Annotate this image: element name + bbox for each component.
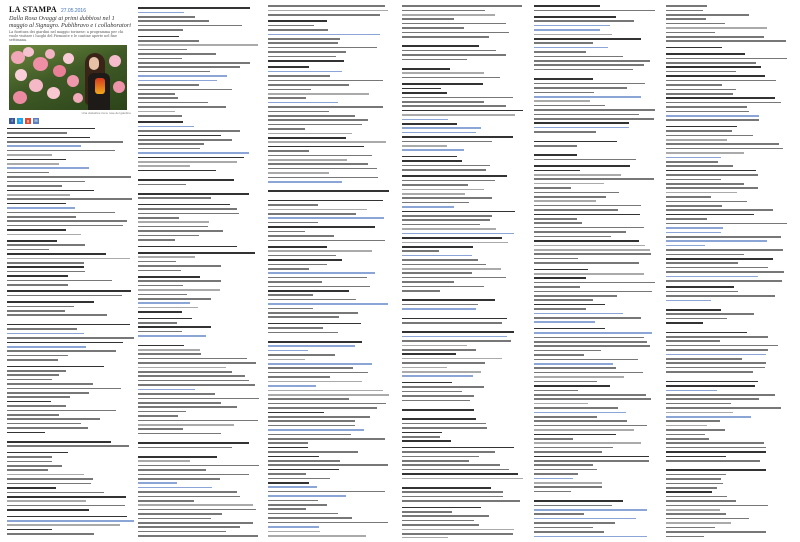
event-text-line [7, 232, 135, 236]
listing-column-5 [534, 4, 656, 538]
event-heading [402, 330, 524, 334]
section-spacer [534, 134, 656, 137]
section-spacer [402, 62, 524, 65]
section-spacer [666, 463, 788, 466]
event-text-line [268, 13, 390, 17]
event-link[interactable] [534, 320, 656, 324]
listing-column-6 [666, 4, 788, 538]
section-spacer [138, 187, 260, 190]
section-spacer [268, 194, 390, 197]
social-share-bar [9, 118, 135, 124]
article-subhead: La fioritura dei giardini nel maggio torinese: a programma per chi vuole visitare i luoghi del Piemonte e le cantine aperte nel fine settimana. [9, 30, 124, 43]
event-text-line [534, 261, 656, 265]
section-spacer [402, 412, 524, 415]
googleplus-icon[interactable]: g [26, 117, 30, 123]
event-text-line [138, 268, 260, 272]
event-text-line [7, 444, 135, 448]
article-column [7, 4, 135, 538]
event-text-line [138, 43, 260, 47]
event-heading [666, 46, 788, 50]
event-link[interactable] [402, 148, 524, 152]
event-text-line [666, 118, 788, 122]
event-text-line [7, 294, 135, 298]
event-text-line [666, 534, 788, 538]
photo-caption: Una visitatrice tra le rose del giardino [81, 110, 131, 115]
section-spacer [402, 403, 524, 406]
event-heading [402, 174, 524, 178]
twitter-icon[interactable]: t [17, 118, 23, 124]
event-text-line [402, 168, 524, 172]
section-spacer [138, 338, 260, 341]
event-text-line [7, 523, 135, 527]
event-text-line [138, 28, 260, 32]
newspaper-logo[interactable]: LA STAMPA [9, 5, 57, 14]
event-text-line [666, 279, 788, 283]
section-spacer [534, 72, 656, 75]
section-spacer [7, 318, 135, 321]
section-spacer [268, 184, 390, 187]
event-text-line [534, 441, 656, 445]
event-link[interactable] [268, 271, 390, 275]
event-heading [7, 289, 135, 293]
listing-column-4 [402, 4, 524, 538]
event-text-line [138, 503, 260, 507]
event-text-line [402, 76, 524, 80]
email-icon[interactable]: ✉ [34, 117, 38, 123]
event-text-line [402, 536, 524, 538]
event-text-line [7, 197, 135, 201]
event-text-line [138, 534, 260, 538]
event-text-line [268, 463, 390, 467]
section-spacer [534, 494, 656, 497]
event-text-line [138, 310, 260, 314]
section-spacer [402, 311, 524, 314]
event-text-line [402, 439, 524, 443]
article-photo [9, 45, 127, 110]
event-text-line [534, 344, 656, 348]
section-spacer [138, 436, 260, 439]
event-text-line [534, 252, 656, 256]
section-spacer [534, 148, 656, 151]
listing-column-2 [138, 4, 260, 538]
event-text-line [138, 383, 260, 387]
section-spacer [402, 481, 524, 484]
event-text-line [268, 315, 390, 319]
publish-date: 27.05.2016 [60, 8, 86, 14]
event-text-line [534, 177, 656, 181]
event-text-line [534, 8, 656, 12]
section-spacer [402, 39, 524, 42]
event-text-line [666, 96, 788, 100]
section-spacer [138, 450, 260, 453]
event-text-line [268, 238, 390, 242]
section-spacer [138, 173, 260, 176]
event-text-line [534, 158, 656, 162]
event-text-line [138, 238, 260, 242]
event-text-line [268, 225, 390, 229]
event-link[interactable] [402, 374, 524, 378]
section-spacer [7, 435, 135, 438]
facebook-icon[interactable]: f [9, 118, 15, 124]
section-spacer [268, 335, 390, 338]
event-heading [268, 189, 390, 193]
event-text-line [7, 219, 135, 223]
event-text-line [666, 142, 788, 146]
section-spacer [666, 375, 788, 378]
masthead [9, 5, 135, 14]
section-spacer [402, 293, 524, 296]
event-text-line [666, 39, 788, 43]
event-text-line [7, 358, 135, 362]
article-headline: Dalla Rosa Ovaggi ai primi dubbiosi nel 1 maggio al Signagro. Publibravo e i collaboratori [9, 15, 131, 29]
section-spacer [666, 325, 788, 328]
event-text-line [268, 59, 390, 63]
event-text-line [138, 196, 260, 200]
event-text-line [402, 499, 524, 503]
listing-column-3 [268, 4, 390, 538]
section-spacer [666, 303, 788, 306]
event-text-line [268, 140, 390, 144]
event-text-line [138, 114, 260, 118]
event-text-line [7, 283, 135, 287]
section-spacer [402, 325, 524, 328]
event-heading [138, 244, 260, 248]
event-text-line [534, 397, 656, 401]
event-text-line [402, 476, 524, 480]
event-text-line [7, 508, 135, 512]
article-body [7, 127, 135, 537]
event-link[interactable] [534, 534, 656, 538]
event-text-line [7, 532, 135, 536]
